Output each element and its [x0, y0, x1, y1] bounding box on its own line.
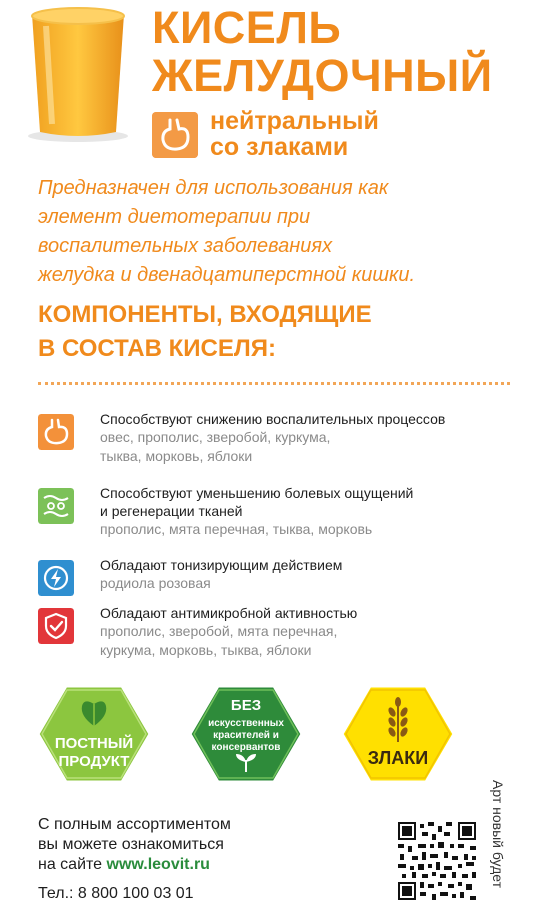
component-ingredients: куркума, морковь, тыква, яблоки [100, 642, 312, 658]
component-effect: Обладают тонизирующим действием [100, 557, 343, 573]
product-title [152, 4, 493, 100]
component-ingredients: прополис, зверобой, мята перечная, [100, 623, 338, 639]
components-heading-line1: КОМПОНЕНТЫ, ВХОДЯЩИЕ [38, 301, 372, 328]
product-subtitle [210, 108, 379, 160]
product-subtitle-line2: со злаками [210, 133, 349, 161]
footer-line [38, 855, 231, 875]
footer-site-prefix: на сайте [38, 856, 107, 873]
product-subtitle-line1: нейтральный [210, 107, 379, 135]
lenten-product-badge [36, 684, 152, 784]
purpose-line: желудка и двенадцатиперстной кишки. [38, 264, 416, 286]
tissue-regeneration-icon [38, 488, 74, 524]
website-link[interactable]: www.leovit.ru [106, 856, 210, 873]
component-ingredients: родиола розовая [100, 575, 211, 591]
purpose-line: элемент диетотерапии при [38, 206, 311, 228]
footer-line: С полным ассортиментом [38, 816, 231, 833]
component-item [38, 410, 508, 474]
product-title-line1: КИСЕЛЬ [152, 2, 342, 53]
badge-text: ПРОДУКТ [58, 753, 130, 770]
purpose-line: воспалительных заболеваниях [38, 235, 333, 257]
no-additives-badge [188, 684, 304, 784]
purpose-line: Предназначен для использования как [38, 177, 389, 199]
footer-info [38, 815, 231, 875]
component-ingredients: прополис, мята перечная, тыква, морковь [100, 521, 373, 537]
dotted-divider [38, 382, 510, 385]
energy-bolt-icon [38, 560, 74, 596]
components-heading-line2: В СОСТАВ КИСЕЛЯ: [38, 335, 276, 362]
phone-number: Тел.: 8 800 100 03 01 [38, 885, 194, 902]
badge-text: ПОСТНЫЙ [54, 735, 134, 752]
stomach-icon [152, 112, 198, 158]
footer-line: вы можете ознакомиться [38, 836, 224, 853]
component-item [38, 556, 508, 598]
component-item [38, 484, 508, 546]
badge-text: ЗЛАКИ [367, 748, 429, 768]
component-ingredients: тыква, морковь, яблоки [100, 448, 253, 464]
art-note-text: Арт новый будет [490, 780, 506, 888]
component-effect: и регенерации тканей [100, 503, 243, 519]
badge-text: БЕЗ [230, 697, 262, 714]
art-note [487, 770, 509, 900]
badge-text: красителей и [213, 730, 279, 741]
qr-code [396, 820, 478, 902]
badge-text: консервантов [211, 742, 281, 753]
component-item [38, 604, 508, 664]
cereals-badge [340, 684, 456, 784]
product-title-line2: ЖЕЛУДОЧНЫЙ [152, 50, 493, 101]
components-heading [38, 298, 372, 366]
shield-check-icon [38, 608, 74, 644]
component-effect: Способствуют снижению воспалительных процессов [100, 411, 446, 427]
component-ingredients: овес, прополис, зверобой, куркума, [100, 429, 331, 445]
badge-text: искусственных [208, 718, 284, 729]
stomach-icon [38, 414, 74, 450]
purpose-text [38, 174, 508, 290]
component-effect: Способствуют уменьшению болевых ощущений [100, 485, 414, 501]
component-effect: Обладают антимикробной активностью [100, 605, 358, 621]
kissel-glass-image [22, 4, 134, 144]
